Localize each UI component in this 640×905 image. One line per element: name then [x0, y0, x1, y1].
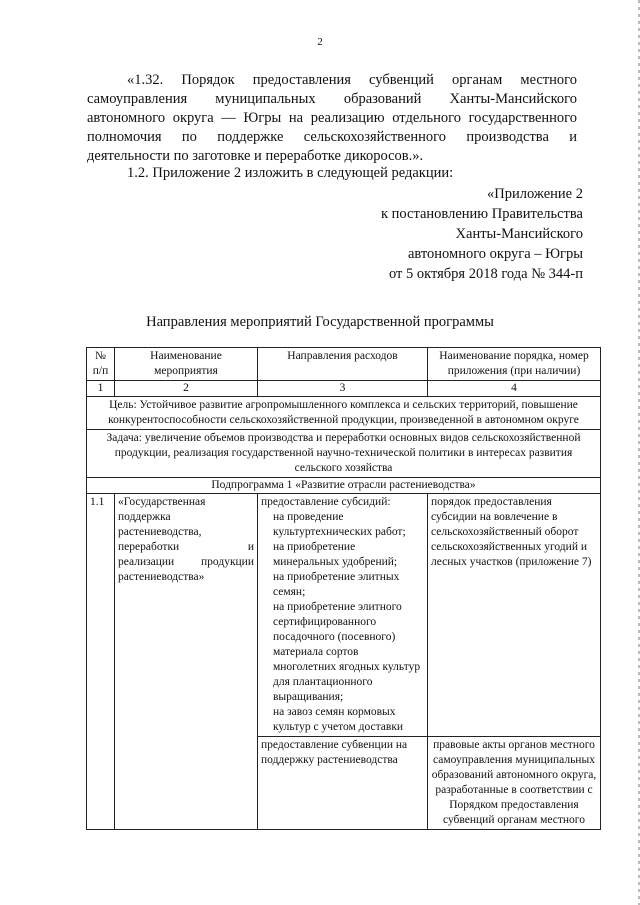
activity-name-line: реализации продукции [118, 556, 254, 568]
direction-item: на приобретение элитных семян; [273, 571, 400, 598]
order-description: правовые акты органов местного самоуправления муниципальных образований автономного округа, разработанные в соответствии с Порядком предоставления субвенций органам местного [428, 737, 601, 830]
row-number: 1.1 [87, 494, 115, 830]
paragraph-1-32: «1.32. Порядок предоставления субвенций органам местного самоуправления муниципальных образований Ханты-Мансийского автономного округа — Югры на реализацию отдельного государственного полномочия по поддержке сельскохозяйственного производства и деятельности по заготовке и переработке дикоросов.». [87, 72, 577, 164]
subprogram-text: Подпрограмма 1 «Развитие отрасли растениеводства» [87, 478, 601, 494]
page-number: 2 [317, 36, 323, 48]
appendix-line: к постановлению Правительства [381, 206, 583, 222]
expense-direction-subsidies [258, 494, 428, 737]
direction-item: на приобретение минеральных удобрений; [273, 541, 398, 568]
activity-name-line: поддержка [118, 511, 171, 523]
column-number: 1 [87, 381, 115, 397]
column-number: 4 [428, 381, 601, 397]
header-row [87, 348, 601, 381]
header-order-name: Наименование порядка, номер приложения (при наличии) [428, 348, 601, 381]
expense-direction-subvention: предоставление субвенции на поддержку растениеводства [258, 737, 428, 830]
activity-name-line: переработки и [118, 541, 254, 553]
order-description: порядок предоставления субсидии на вовлечение в сельскохозяйственный оборот сельскохозяйственных угодий и лесных участков (приложение 7) [428, 494, 601, 737]
column-number-row [87, 381, 601, 397]
direction-item: на завоз семян кормовых культур с учетом доставки [273, 706, 404, 733]
column-number: 3 [258, 381, 428, 397]
subprogram-row [87, 478, 601, 494]
program-activities-table [86, 347, 601, 830]
goal-text: Цель: Устойчивое развитие агропромышленного комплекса и сельских территорий, повышение конкурентоспособности сельскохозяйственной продукции, произведенной в автономном округе [87, 397, 601, 430]
appendix-header [381, 184, 583, 284]
column-number: 2 [115, 381, 258, 397]
appendix-line: Ханты-Мансийского [455, 226, 583, 242]
paragraph-1-2: 1.2. Приложение 2 изложить в следующей редакции: [127, 165, 454, 181]
appendix-line: от 5 октября 2018 года № 344-п [388, 266, 583, 282]
task-row [87, 430, 601, 478]
direction-item: на приобретение элитного сертифицированного посадочного (посевного) материала сортов многолетних ягодных культур для плантационного выращивания; [273, 601, 421, 703]
header-expense-directions: Направления расходов [258, 348, 428, 381]
direction-intro: предоставление субсидий: [261, 496, 391, 508]
appendix-line: «Приложение 2 [487, 186, 583, 202]
header-activity-name: Наименование мероприятия [115, 348, 258, 381]
header-number: № п/п [87, 348, 115, 381]
table-title: Направления мероприятий Государственной программы [146, 314, 494, 330]
activity-name [115, 494, 258, 830]
activity-name-line: растениеводства» [118, 571, 205, 583]
activity-name-line: растениеводства, [118, 526, 202, 538]
appendix-line: автономного округа – Югры [407, 246, 583, 262]
direction-item: на проведение культуртехнических работ; [273, 511, 406, 538]
task-text: Задача: увеличение объемов производства и переработки основных видов сельскохозяйственной продукции, реализация государственной научно-технической политики в интересах развития сельского хозяйства [87, 430, 601, 478]
activity-name-line: «Государственная [118, 496, 206, 508]
goal-row [87, 397, 601, 430]
table-row [87, 494, 601, 737]
